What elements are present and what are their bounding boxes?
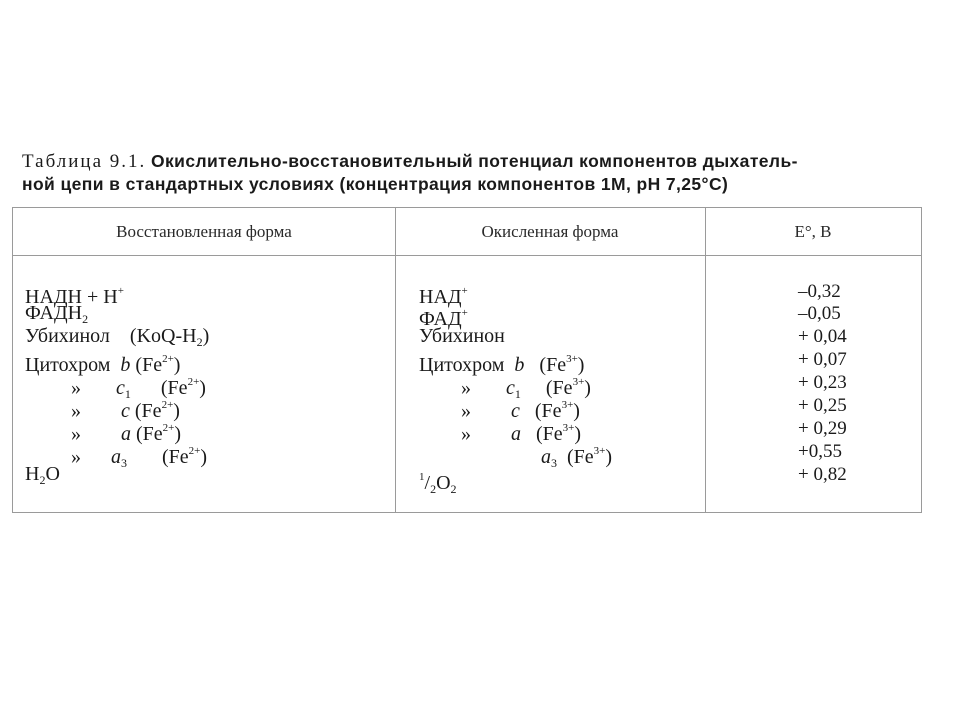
header-divider: [13, 255, 921, 256]
table-title-line1: Окислительно-восстановительный потенциал компонентов дыхатель-: [151, 151, 798, 171]
table-number: Таблица 9.1.: [22, 151, 147, 172]
potential-value: + 0,07: [798, 349, 847, 370]
oxidized-fad: ФАД+: [419, 307, 468, 330]
potential-value: + 0,82: [798, 464, 847, 485]
oxidized-nad: НАД+: [419, 285, 468, 308]
reduced-ubiquinol: Убихинол $(KoQ-H_2)$: [25, 325, 210, 349]
reduced-cyt-a: » a $(Fe^{2+})$: [71, 422, 182, 445]
oxidized-cyt-a3: $a_3$ $(Fe^{3+})$: [541, 445, 613, 470]
oxidized-cyt-b: Цитохром b $(Fe^{3+})$: [419, 353, 585, 376]
oxidized-cyt-c: » c $(Fe^{3+})$: [461, 399, 580, 422]
column-divider: [705, 208, 706, 512]
reduced-water: $H_2O$: [25, 463, 60, 487]
oxidized-cyt-a: » a $(Fe^{3+})$: [461, 422, 582, 445]
reduced-nadh: НАДН + Н+: [25, 285, 124, 308]
potential-value: –0,05: [798, 303, 841, 324]
potential-value: –0,32: [798, 281, 841, 302]
header-oxidized: Окисленная форма: [481, 222, 619, 241]
potential-value: + 0,29: [798, 418, 847, 439]
reduced-cyt-c: » c $(Fe^{2+})$: [71, 399, 180, 422]
reduced-cyt-c1: » $c_1$ $(Fe^{2+})$: [71, 376, 206, 401]
oxidized-ubiquinone: Убихинон: [419, 325, 505, 347]
potential-value: + 0,23: [798, 372, 847, 393]
potential-value: + 0,04: [798, 326, 847, 347]
potential-value: +0,55: [798, 441, 842, 462]
reduced-cyt-a3: » $a_3$ $(Fe^{2+})$: [71, 445, 208, 470]
header-reduced: Восстановленная форма: [116, 222, 292, 241]
table-title-line2: ной цепи в стандартных условиях (концентрация компонентов 1М, pH 7,25°С): [22, 174, 729, 194]
oxidized-oxygen: $^1/_2O_2$: [419, 471, 457, 496]
header-potential: E°, В: [794, 222, 832, 241]
redox-table: [12, 207, 922, 513]
reduced-fadh2: $ФАДН_2$: [25, 302, 89, 326]
column-divider: [395, 208, 396, 512]
table-caption: [22, 150, 922, 196]
potential-value: + 0,25: [798, 395, 847, 416]
oxidized-cyt-c1: » $c_1$ $(Fe^{3+})$: [461, 376, 591, 401]
reduced-cyt-b: Цитохром b $(Fe^{2+})$: [25, 353, 181, 376]
